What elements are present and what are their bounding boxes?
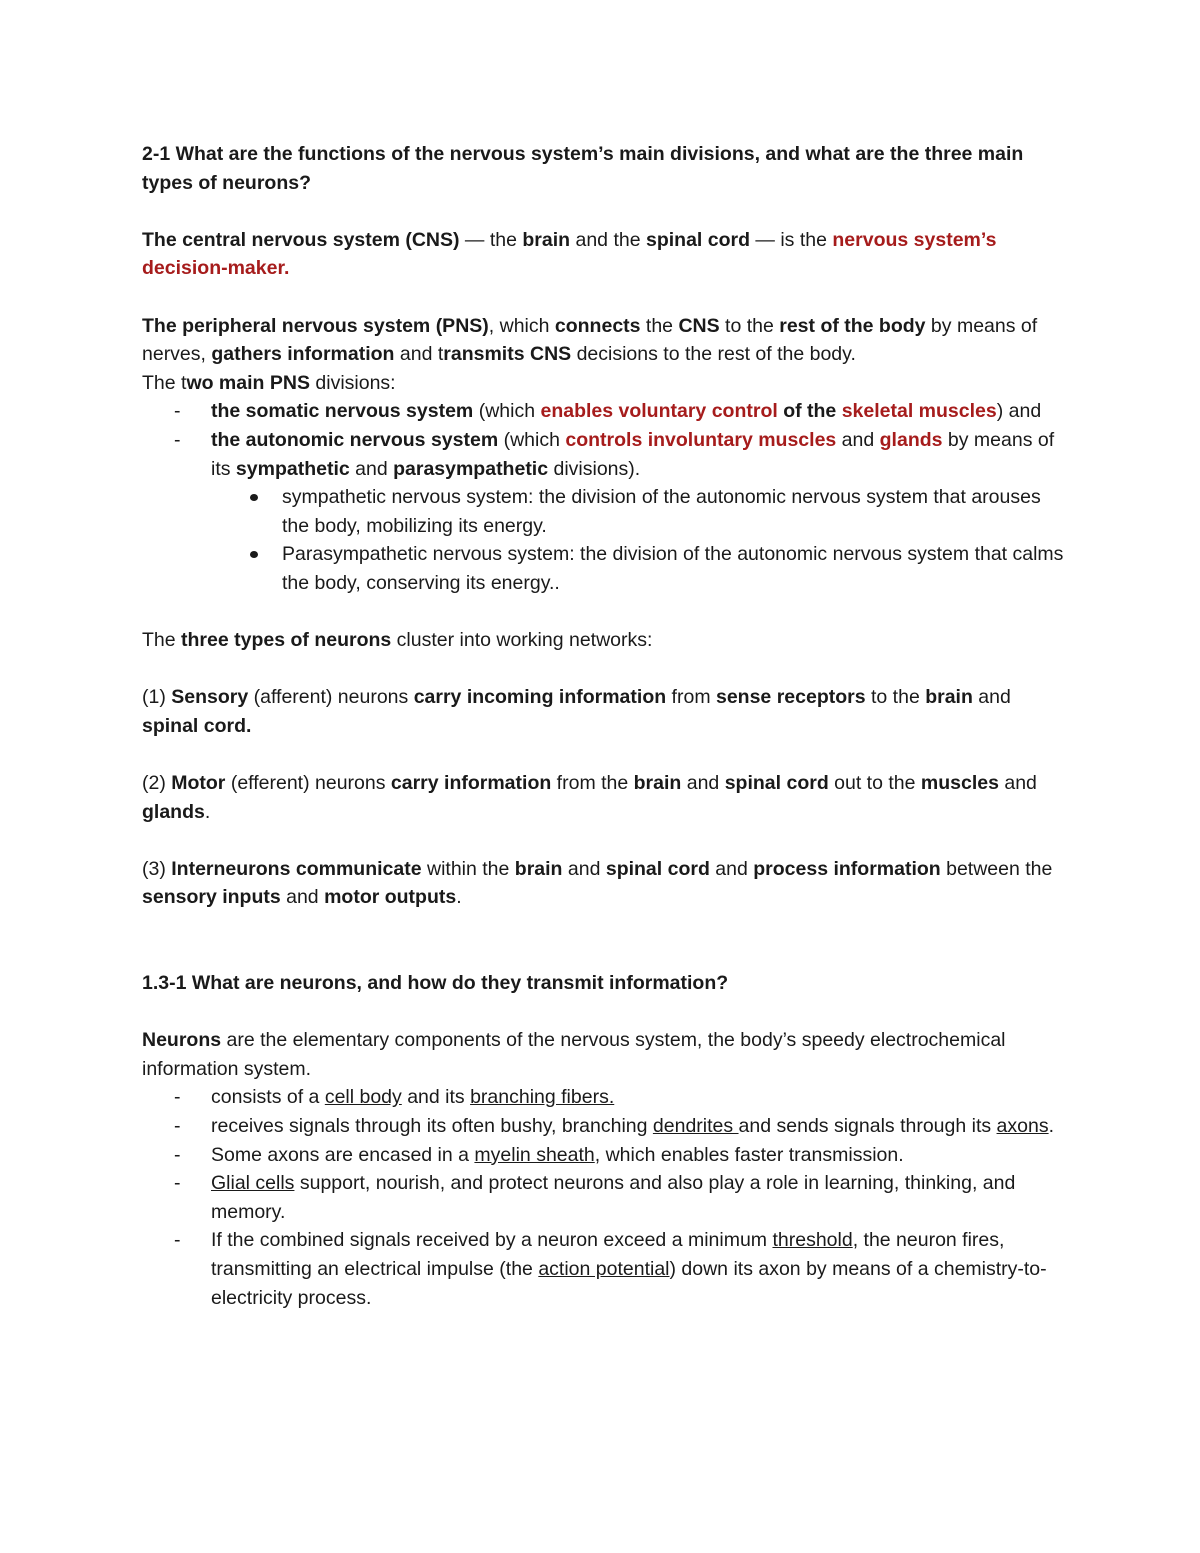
neurons-intro: Neurons are the elementary components of the nervous system, the body’s speedy electrochemical information system. — [142, 1029, 1006, 1080]
list-item: - If the combined signals received by a neuron exceed a minimum threshold, the neuron fires, transmitting an electrical impulse (the action potential) down its axon by means of a chemistry-to-electricity process. — [142, 1226, 1072, 1312]
list-item: - Some axons are encased in a myelin sheath, which enables faster transmission. — [142, 1141, 1072, 1170]
list-item: sympathetic nervous system: the division of the autonomic nervous system that arouses the body, mobilizing its energy. — [211, 483, 1072, 540]
interneuron-paragraph: (3) Interneurons communicate within the brain and spinal cord and process information between the sensory inputs and motor outputs. — [142, 857, 1053, 909]
pns-divisions-list — [142, 397, 1072, 597]
section-heading: 2-1 What are the functions of the nervous system’s main divisions, and what are the three main types of neurons? — [142, 143, 1024, 194]
list-item: - the somatic nervous system (which enables voluntary control of the skeletal muscles) and — [142, 397, 1072, 426]
list-item: - consists of a cell body and its branching fibers. — [142, 1083, 1072, 1112]
pns-paragraph: The peripheral nervous system (PNS), which connects the CNS to the rest of the body by means of nerves, gathers information and transmits CNS decisions to the rest of the body. — [142, 314, 1038, 366]
list-item: - Glial cells support, nourish, and protect neurons and also play a role in learning, thinking, and memory. — [142, 1169, 1072, 1226]
autonomic-subdivisions-list — [211, 483, 1072, 597]
list-item: Parasympathetic nervous system: the division of the autonomic nervous system that calms the body, conserving its energy.. — [211, 540, 1072, 597]
list-item: - receives signals through its often bushy, branching dendrites and sends signals through its axons. — [142, 1112, 1072, 1141]
neuron-facts-list — [142, 1083, 1072, 1312]
divisions-line: The two main PNS divisions: — [142, 371, 396, 394]
sensory-paragraph: (1) Sensory (afferent) neurons carry incoming information from sense receptors to the brain and spinal cord. — [142, 686, 1011, 737]
list-item: - the autonomic nervous system (which controls involuntary muscles and glands by means of its sympathetic and parasympathetic divisions). sympathetic nervous system: the division of the autonomic nervous system that arouses the body, mobilizing its energy. Parasympathetic nervous system: the division of the autonomic nervous system that calms the body, conserving its energy.. — [142, 426, 1072, 598]
cns-paragraph: The central nervous system (CNS) — the brain and the spinal cord — is the nervous system’s decision-maker. — [142, 228, 997, 280]
neuron-types-line: The three types of neurons cluster into working networks: — [142, 629, 653, 652]
document-page — [142, 140, 1072, 1312]
motor-paragraph: (2) Motor (efferent) neurons carry information from the brain and spinal cord out to the muscles and glands. — [142, 772, 1037, 823]
section-heading: 1.3-1 What are neurons, and how do they transmit information? — [142, 972, 729, 995]
